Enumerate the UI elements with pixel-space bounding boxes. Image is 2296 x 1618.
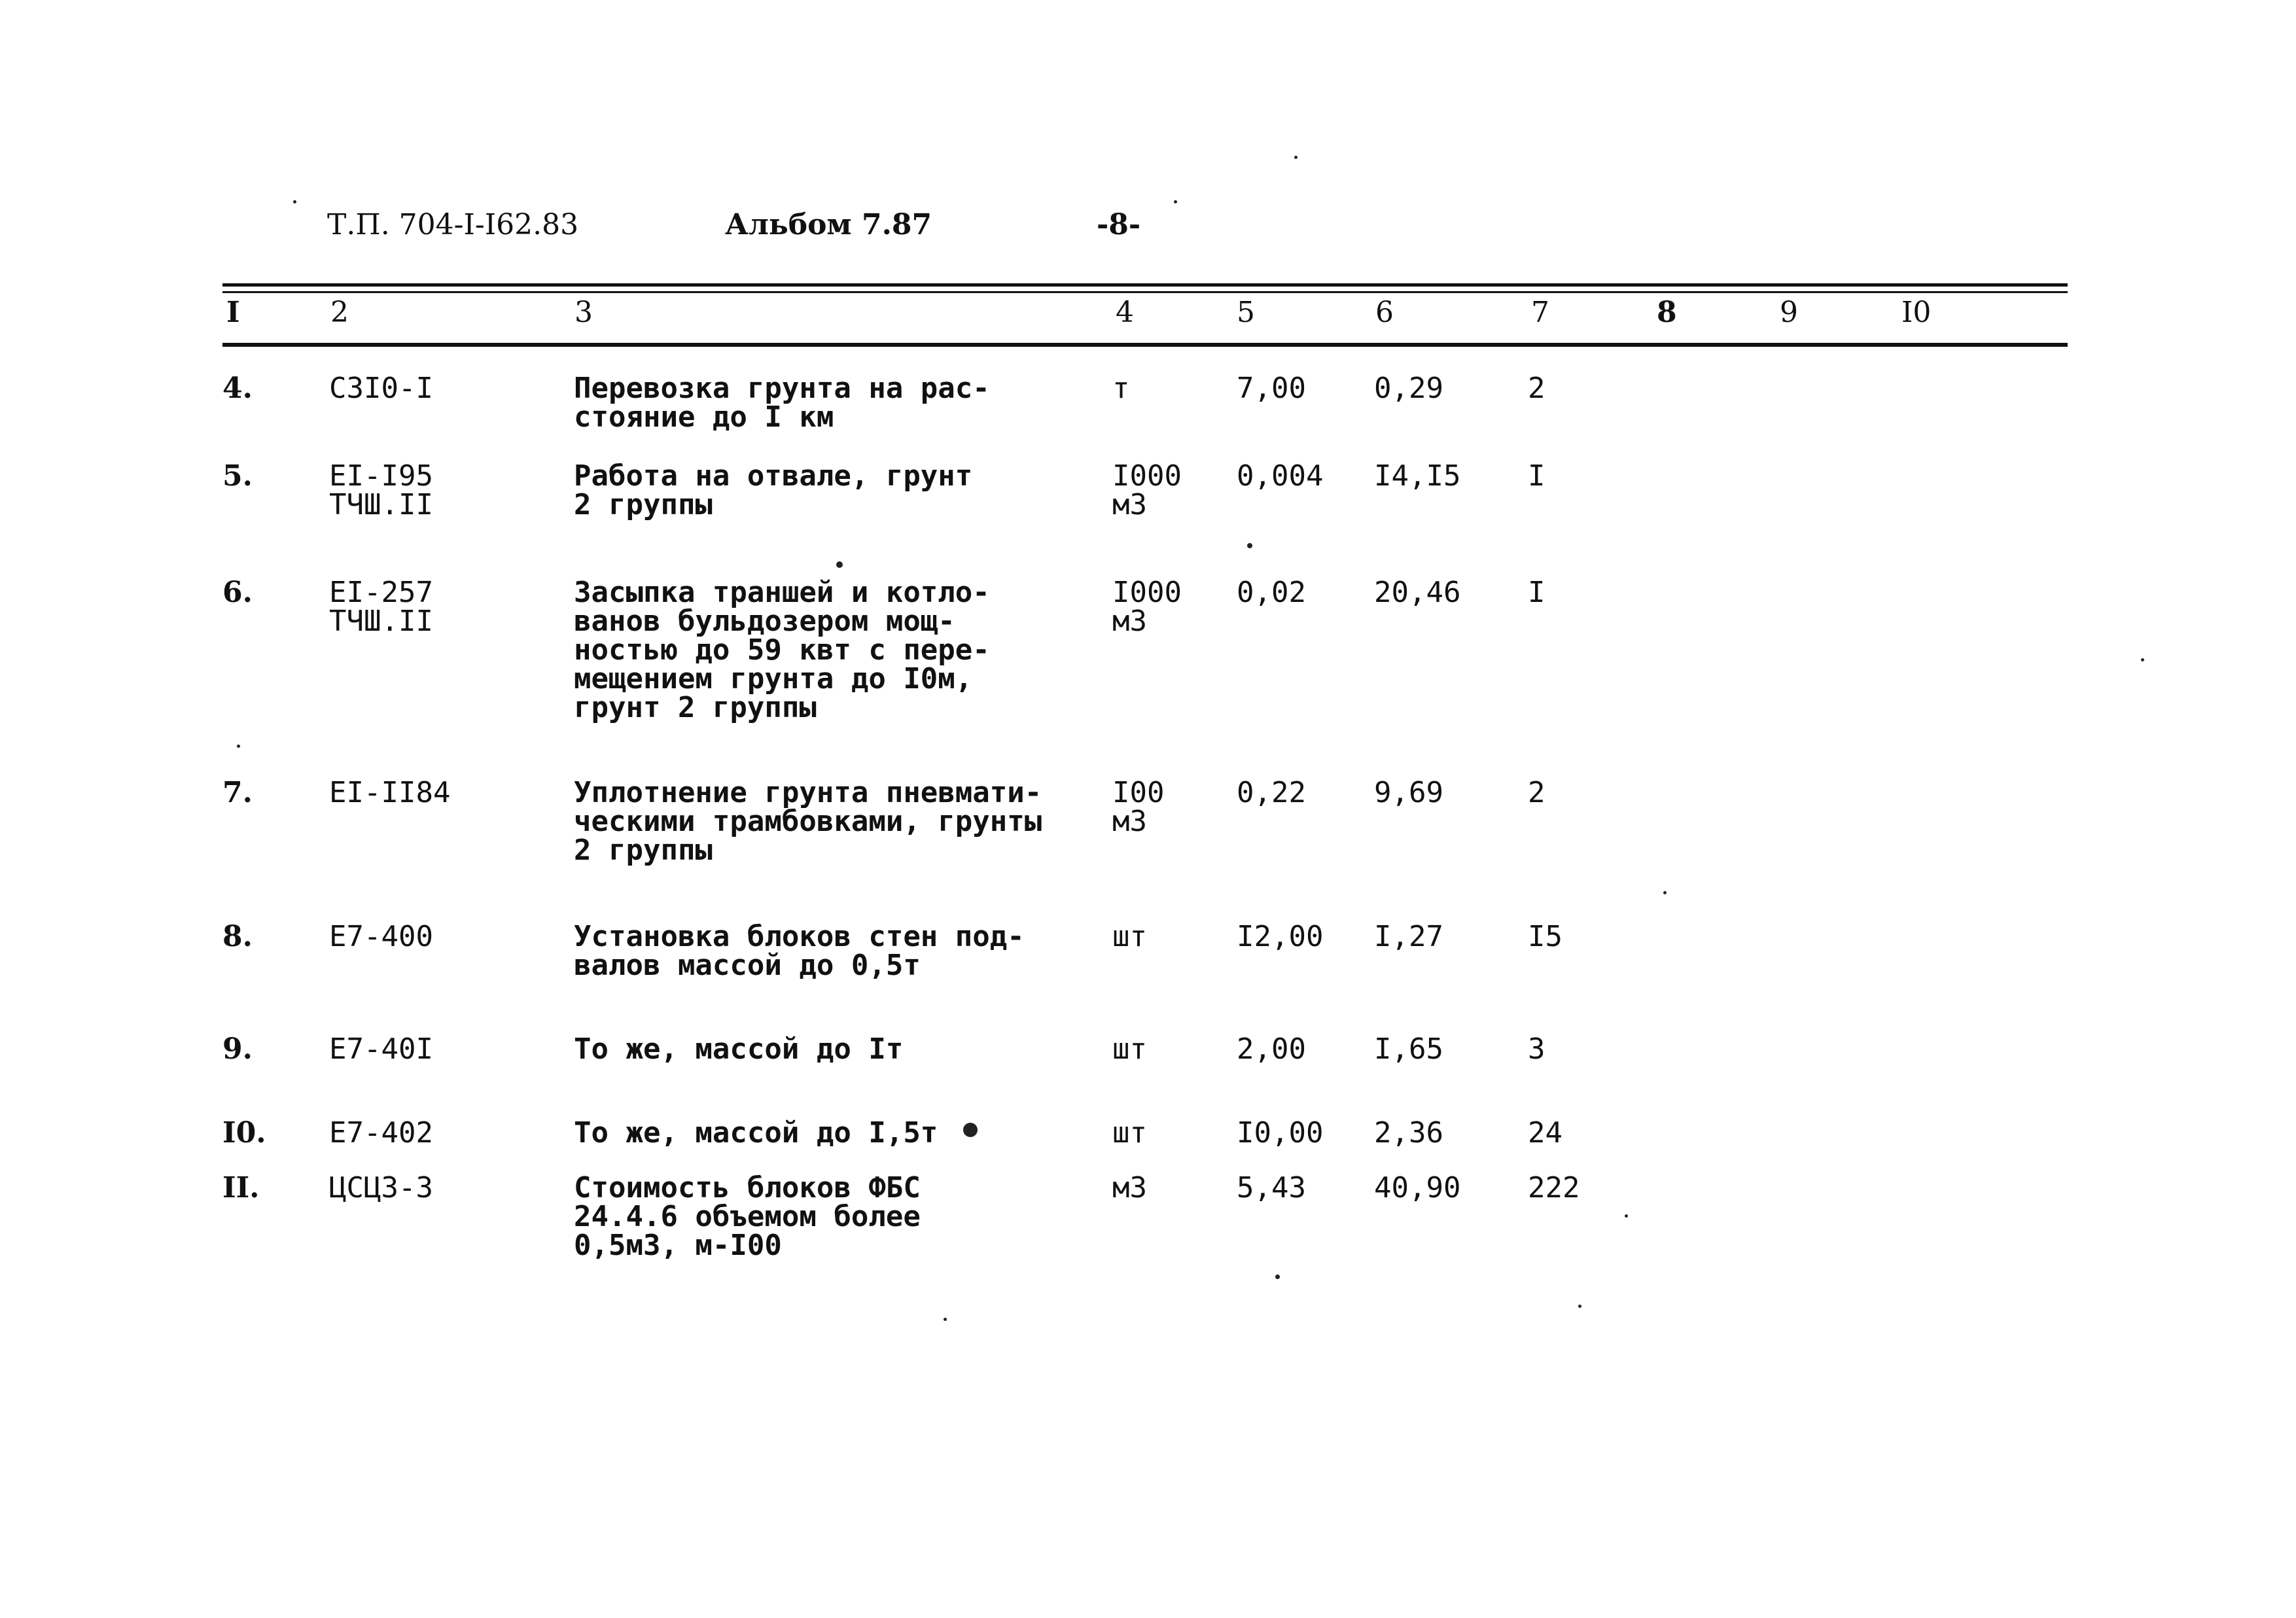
unit: шт [1112,1116,1147,1150]
table-row [0,776,2296,867]
table-row [0,1032,2296,1066]
total: 2 [1528,776,1545,809]
row-number: I0. [222,1116,266,1150]
scan-speck [1247,543,1252,548]
row-number: 7. [222,776,253,809]
column-number: 5 [1237,296,1255,329]
work-description: Засыпка траншей и котло- ванов бульдозером мощ- ностью до 59 квт с пере- мещением грунта до I0м, грунт 2 группы [574,576,990,724]
unit: шт [1112,920,1147,953]
row-number: 5. [222,459,253,493]
table-row [0,576,2296,724]
total: I5 [1528,920,1563,953]
album-number: Альбом 7.87 [725,208,932,241]
column-number: 4 [1116,296,1134,329]
rate-code: Е7-400 [329,920,433,953]
unit: I000 м3 [1112,576,1182,638]
unit: шт [1112,1032,1147,1066]
column-number: I [226,296,240,329]
unit: м3 [1112,1171,1147,1205]
column-number: 7 [1531,296,1549,329]
page-number: -8- [1097,208,1141,241]
unit-price: 40,90 [1374,1171,1461,1205]
row-number: 6. [222,576,253,609]
unit-price: 0,29 [1374,372,1443,405]
rate-code: С3I0-I [329,372,433,405]
column-number: I0 [1901,296,1932,329]
work-description: Работа на отвале, грунт 2 группы [574,459,973,521]
scan-speck [2141,658,2144,661]
quantity: I0,00 [1237,1116,1324,1150]
row-number: 8. [222,920,253,953]
project-reference: Т.П. 704-I-I62.83 [327,208,579,241]
scan-speck [237,745,240,748]
rate-code: ЕI-I95 ТЧШ.II [329,459,433,521]
rate-code: Е7-402 [329,1116,433,1150]
table-row [0,920,2296,982]
quantity: 7,00 [1237,372,1306,405]
unit-price: I4,I5 [1374,459,1461,493]
work-description: То же, массой до Iт [574,1032,904,1066]
unit-price: 9,69 [1374,776,1443,809]
row-number: 9. [222,1032,253,1066]
work-description: Стоимость блоков ФБС 24.4.6 объемом более 0,5м3, м-I00 [574,1171,921,1262]
scan-speck [1625,1214,1628,1218]
total: I [1528,459,1545,493]
unit: I000 м3 [1112,459,1182,521]
quantity: 0,22 [1237,776,1306,809]
scan-speck [1663,891,1667,894]
work-description: Перевозка грунта на рас- стояние до I км [574,372,990,434]
row-number: II. [222,1171,260,1205]
unit: т [1112,372,1130,405]
total: I [1528,576,1545,609]
unit-price: I,65 [1374,1032,1443,1066]
scan-speck [1174,200,1177,203]
row-number: 4. [222,372,253,405]
table-row [0,459,2296,521]
scan-speck [836,561,843,568]
rate-code: ЦСЦ3-3 [329,1171,433,1205]
table-row [0,1116,2296,1150]
scan-speck [944,1318,947,1321]
rate-code: Е7-40I [329,1032,433,1066]
scan-speck [963,1123,978,1137]
scan-speck [293,200,296,203]
unit: I00 м3 [1112,776,1165,838]
quantity: 5,43 [1237,1171,1306,1205]
work-description: То же, массой до I,5т [574,1116,938,1150]
quantity: 0,02 [1237,576,1306,609]
rate-code: ЕI-II84 [329,776,451,809]
scan-speck [1275,1275,1280,1279]
column-number: 9 [1780,296,1798,329]
work-description: Уплотнение грунта пневмати- ческими трамбовками, грунты 2 группы [574,776,1042,867]
rate-code: ЕI-257 ТЧШ.II [329,576,433,638]
total: 3 [1528,1032,1545,1066]
unit-price: 20,46 [1374,576,1461,609]
unit-price: 2,36 [1374,1116,1443,1150]
total: 24 [1528,1116,1563,1150]
quantity: I2,00 [1237,920,1324,953]
column-number: 6 [1375,296,1394,329]
unit-price: I,27 [1374,920,1443,953]
scan-speck [1578,1305,1581,1308]
table-row [0,372,2296,434]
quantity: 0,004 [1237,459,1324,493]
column-number: 2 [330,296,349,329]
table-row [0,1171,2296,1262]
work-description: Установка блоков стен под- валов массой до 0,5т [574,920,1025,982]
column-number: 3 [574,296,593,329]
total: 222 [1528,1171,1580,1205]
scan-speck [1294,156,1298,159]
quantity: 2,00 [1237,1032,1306,1066]
total: 2 [1528,372,1545,405]
column-number: 8 [1657,296,1677,329]
